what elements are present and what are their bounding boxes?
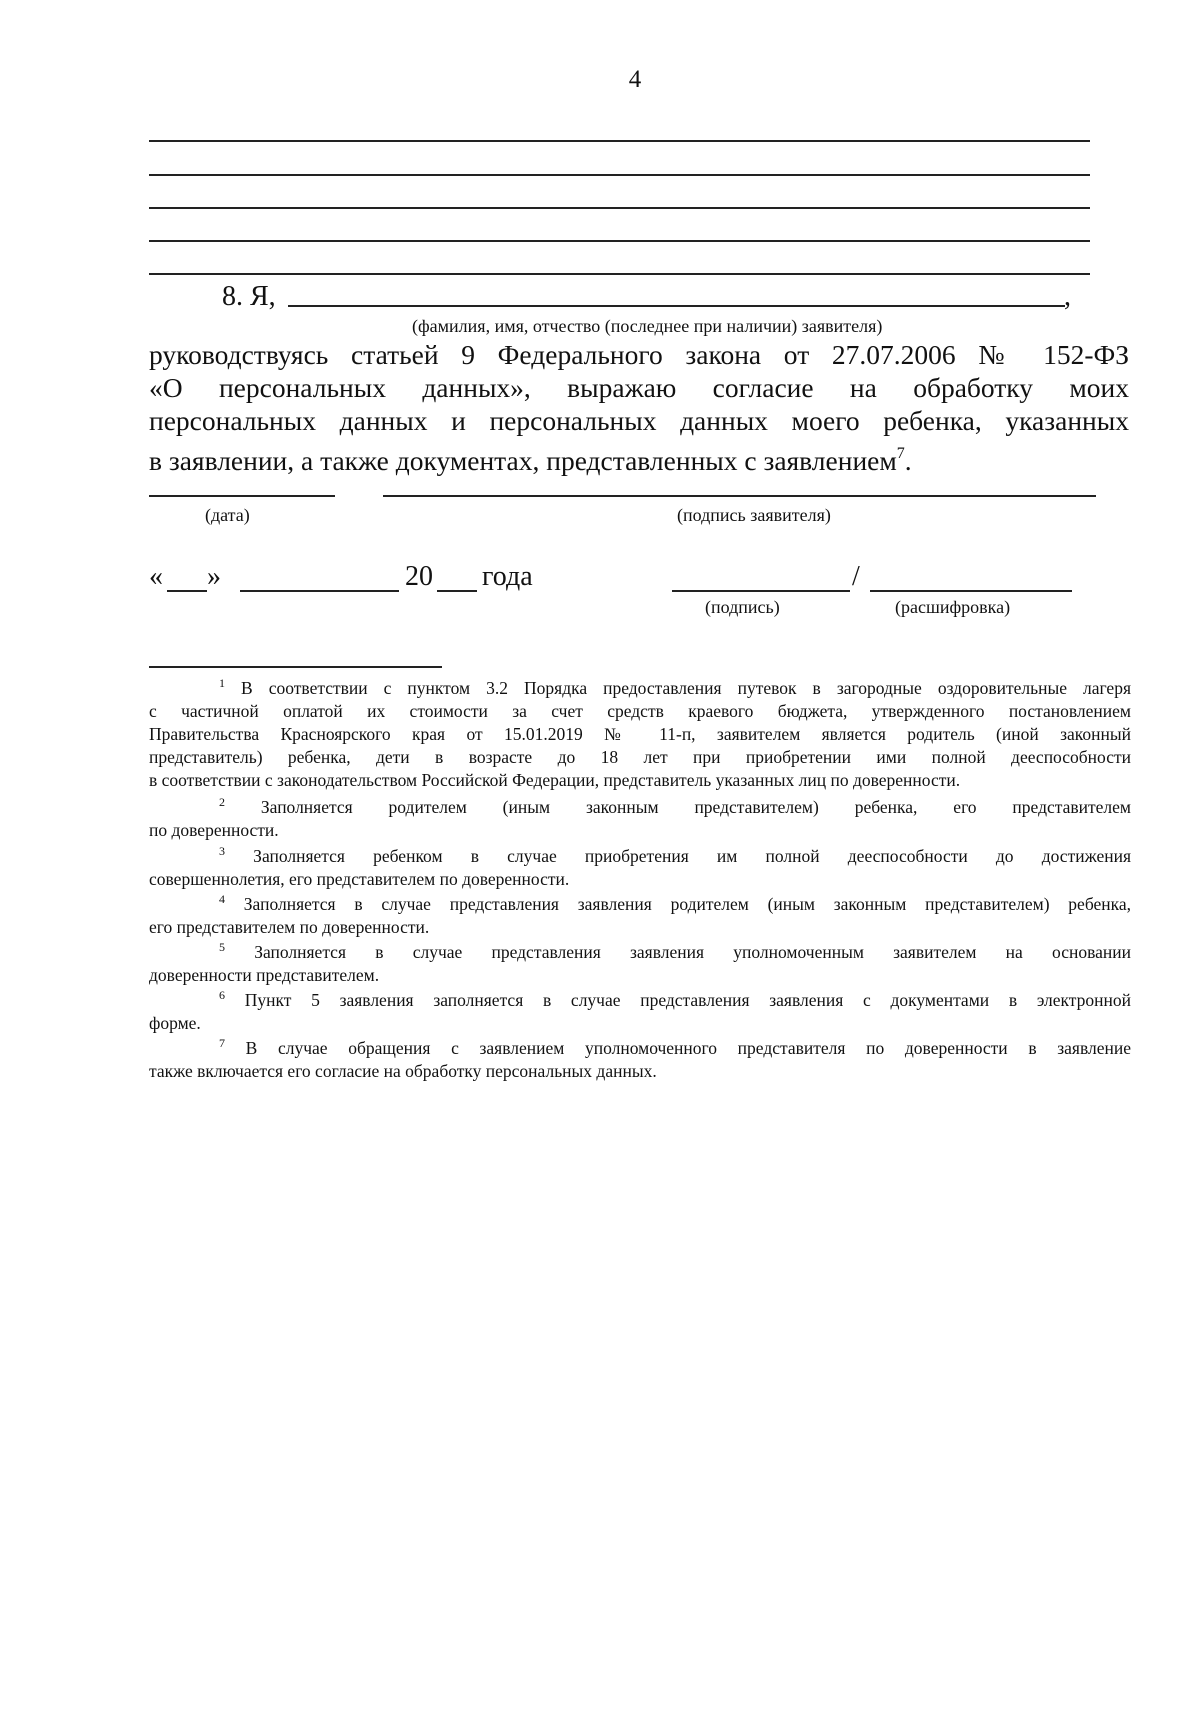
consent-footnote-ref: 7 bbox=[896, 445, 905, 462]
footnote-number: 3 bbox=[219, 844, 225, 859]
applicant-name-caption: (фамилия, имя, отчество (последнее при наличии) заявителя) bbox=[412, 316, 883, 336]
footnote-separator bbox=[149, 666, 442, 668]
footnote-line: доверенности представителем. bbox=[149, 965, 380, 985]
day-line bbox=[167, 590, 207, 592]
blank-line bbox=[149, 174, 1090, 176]
footnote-3 bbox=[149, 845, 1131, 891]
date-line bbox=[149, 495, 335, 497]
page-number: 4 bbox=[628, 66, 642, 93]
signature-line bbox=[672, 590, 850, 592]
footnote-number: 6 bbox=[219, 988, 225, 1003]
item8-prefix: 8. Я, bbox=[222, 281, 276, 312]
footnote-5 bbox=[149, 941, 1131, 987]
footnote-line: представитель) ребенка, дети в возрасте до 18 лет при приобретении ими полной дееспособности bbox=[149, 747, 1131, 767]
footnote-line: $^6$ Пункт 5 заявления заполняется в случае представления заявления с документами в электронной bbox=[219, 988, 1132, 1010]
footnote-number: 2 bbox=[219, 795, 225, 810]
footnote-7 bbox=[149, 1037, 1131, 1083]
footnote-4 bbox=[149, 893, 1131, 939]
item8-comma: , bbox=[1064, 281, 1071, 312]
consent-line-2: «О персональных данных», выражаю согласие на обработку моих bbox=[149, 372, 1129, 403]
applicant-signature-line bbox=[383, 495, 1096, 497]
year-word: года bbox=[482, 561, 533, 592]
footnote-line: Правительства Красноярского края от 15.01.2019 № 11-п, заявителем является родитель (иной законный bbox=[149, 724, 1131, 744]
footnote-line: $^7$ В случае обращения с заявлением уполномоченного представителя по доверенности в заявление bbox=[219, 1036, 1132, 1058]
slash: / bbox=[852, 561, 860, 592]
footnote-number: 7 bbox=[219, 1036, 225, 1051]
footnote-line: в соответствии с законодательством Российской Федерации, представитель указанных лиц по доверенности. bbox=[149, 770, 961, 790]
consent-line-1: руководствуясь статьей 9 Федерального закона от 27.07.2006 № 152-ФЗ bbox=[149, 339, 1129, 370]
footnote-number: 1 bbox=[219, 676, 225, 691]
year-prefix: 20 bbox=[405, 561, 433, 592]
applicant-signature-caption: (подпись заявителя) bbox=[677, 505, 831, 525]
footnote-1 bbox=[149, 677, 1131, 792]
footnote-line: также включается его согласие на обработку персональных данных. bbox=[149, 1061, 657, 1081]
consent-line-4 bbox=[149, 437, 1129, 477]
footnote-line: его представителем по доверенности. bbox=[149, 917, 430, 937]
footnote-line: с частичной оплатой их стоимости за счет средств краевого бюджета, утвержденного постановлением bbox=[149, 701, 1131, 721]
year-line bbox=[437, 590, 477, 592]
consent-line-3: персональных данных и персональных данных моего ребенка, указанных bbox=[149, 405, 1129, 436]
blank-line bbox=[149, 207, 1090, 209]
footnote-line: $^3$ Заполняется ребенком в случае приобретения им полной дееспособности до достижения bbox=[219, 844, 1131, 866]
signature-caption: (подпись) bbox=[705, 597, 780, 617]
blank-line bbox=[149, 273, 1090, 275]
month-line bbox=[240, 590, 399, 592]
consent-line-4-text: в заявлении, а также документах, представленных с заявлением bbox=[149, 445, 897, 476]
blank-line bbox=[149, 240, 1090, 242]
footnote-line: совершеннолетия, его представителем по доверенности. bbox=[149, 869, 570, 889]
footnote-2 bbox=[149, 796, 1131, 842]
footnote-number: 4 bbox=[219, 892, 225, 907]
consent-end: . bbox=[904, 445, 912, 476]
blank-line bbox=[149, 140, 1090, 142]
footnote-number: 5 bbox=[219, 940, 225, 955]
decoding-caption: (расшифровка) bbox=[895, 597, 1011, 617]
footnote-line: $^2$ Заполняется родителем (иным законным представителем) ребенка, его представителем bbox=[219, 795, 1132, 817]
footnote-line: $^1$ В соответствии с пунктом 3.2 Порядка предоставления путевок в загородные оздоровительные лагеря bbox=[219, 676, 1132, 698]
decoding-line bbox=[870, 590, 1072, 592]
footnote-line: $^4$ Заполняется в случае представления заявления родителем (иным законным представителем) ребенка, bbox=[219, 892, 1132, 914]
footnote-line: форме. bbox=[149, 1013, 201, 1033]
quote-close: » bbox=[207, 561, 221, 592]
footnote-6 bbox=[149, 989, 1131, 1035]
footnote-line: по доверенности. bbox=[149, 820, 279, 840]
applicant-name-line bbox=[288, 305, 1065, 307]
date-caption: (дата) bbox=[205, 505, 250, 525]
footnote-line: $^5$ Заполняется в случае представления заявления уполномоченным заявителем на основании bbox=[219, 940, 1131, 962]
quote-open: « bbox=[149, 561, 163, 592]
